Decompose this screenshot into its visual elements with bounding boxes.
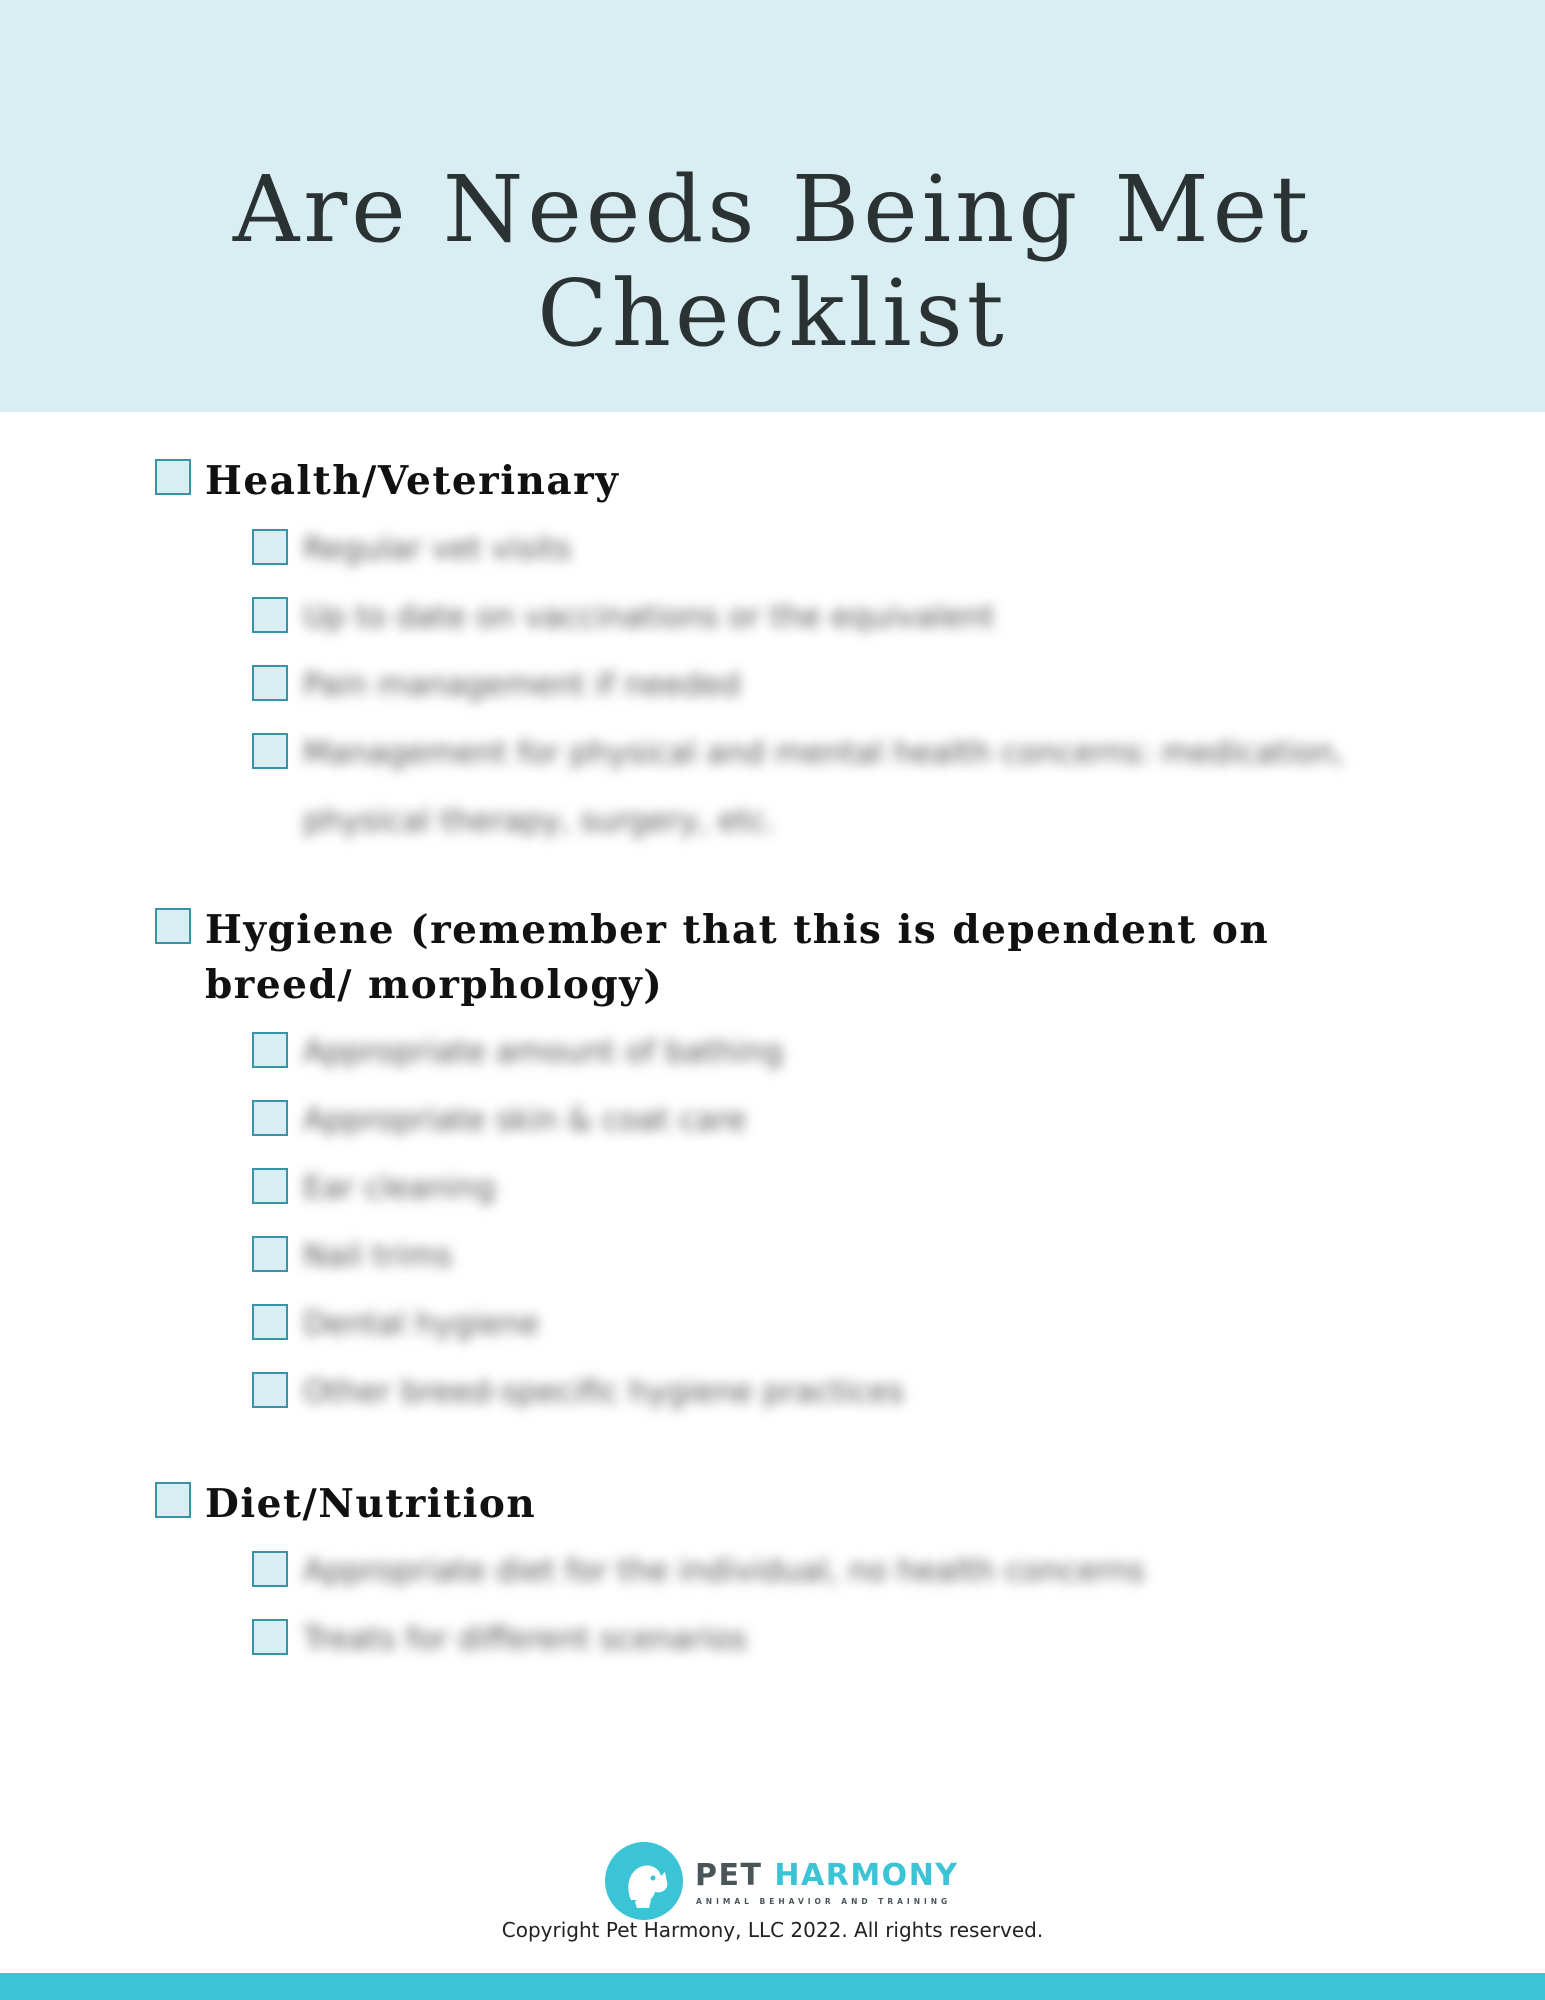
copyright-notice: Copyright Pet Harmony, LLC 2022. All rights reserved. <box>501 1918 1044 1942</box>
item-checkbox[interactable] <box>252 597 288 633</box>
section-title-health: Health/Veterinary <box>205 458 620 504</box>
item-checkbox[interactable] <box>252 1236 288 1272</box>
item-text: Appropriate skin & coat care <box>303 1102 747 1138</box>
item-checkbox[interactable] <box>252 1619 288 1655</box>
logo-wordmark <box>695 1858 959 1893</box>
section-checkbox-health[interactable] <box>155 459 191 495</box>
footer-bar <box>0 1973 1545 2000</box>
page-title-line1: Are Needs Being Met <box>232 156 1313 263</box>
item-checkbox[interactable] <box>252 1032 288 1068</box>
item-checkbox[interactable] <box>252 665 288 701</box>
section-title-hygiene: Hygiene (remember that this is dependent on breed/ morphology) <box>205 907 1270 1008</box>
item-text: Ear cleaning <box>303 1170 496 1206</box>
item-text: Up to date on vaccinations or the equivalent <box>303 599 995 635</box>
logo-harmony: HARMONY <box>774 1858 959 1893</box>
section-checkbox-diet[interactable] <box>155 1482 191 1518</box>
item-checkbox[interactable] <box>252 1168 288 1204</box>
dog-cat-icon <box>605 1842 683 1920</box>
logo-pet: PET <box>695 1858 763 1893</box>
item-checkbox[interactable] <box>252 529 288 565</box>
item-text: Other breed-specific hygiene practices <box>303 1374 905 1410</box>
section-title-diet: Diet/Nutrition <box>205 1481 537 1527</box>
item-text: Pain management if needed <box>303 667 741 703</box>
item-checkbox[interactable] <box>252 1372 288 1408</box>
page-title-line2: Checklist <box>537 260 1008 367</box>
item-checkbox[interactable] <box>252 1551 288 1587</box>
item-text: Appropriate amount of bathing <box>303 1034 784 1070</box>
item-checkbox[interactable] <box>252 1100 288 1136</box>
item-text: Treats for different scenarios <box>303 1621 748 1657</box>
page-title <box>0 158 1545 366</box>
section-checkbox-hygiene[interactable] <box>155 908 191 944</box>
item-text: Dental hygiene <box>303 1306 540 1342</box>
item-text: Appropriate diet for the individual, no health concerns <box>303 1553 1145 1589</box>
logo-tagline: ANIMAL BEHAVIOR AND TRAINING <box>696 1897 952 1906</box>
item-checkbox[interactable] <box>252 1304 288 1340</box>
item-text: Nail trims <box>303 1238 453 1274</box>
item-checkbox[interactable] <box>252 733 288 769</box>
item-text: Management for physical and mental health concerns: medication, physical therapy, surgery, etc. <box>303 735 1345 839</box>
item-text: Regular vet visits <box>303 531 572 567</box>
pet-harmony-logo <box>605 1842 959 1922</box>
